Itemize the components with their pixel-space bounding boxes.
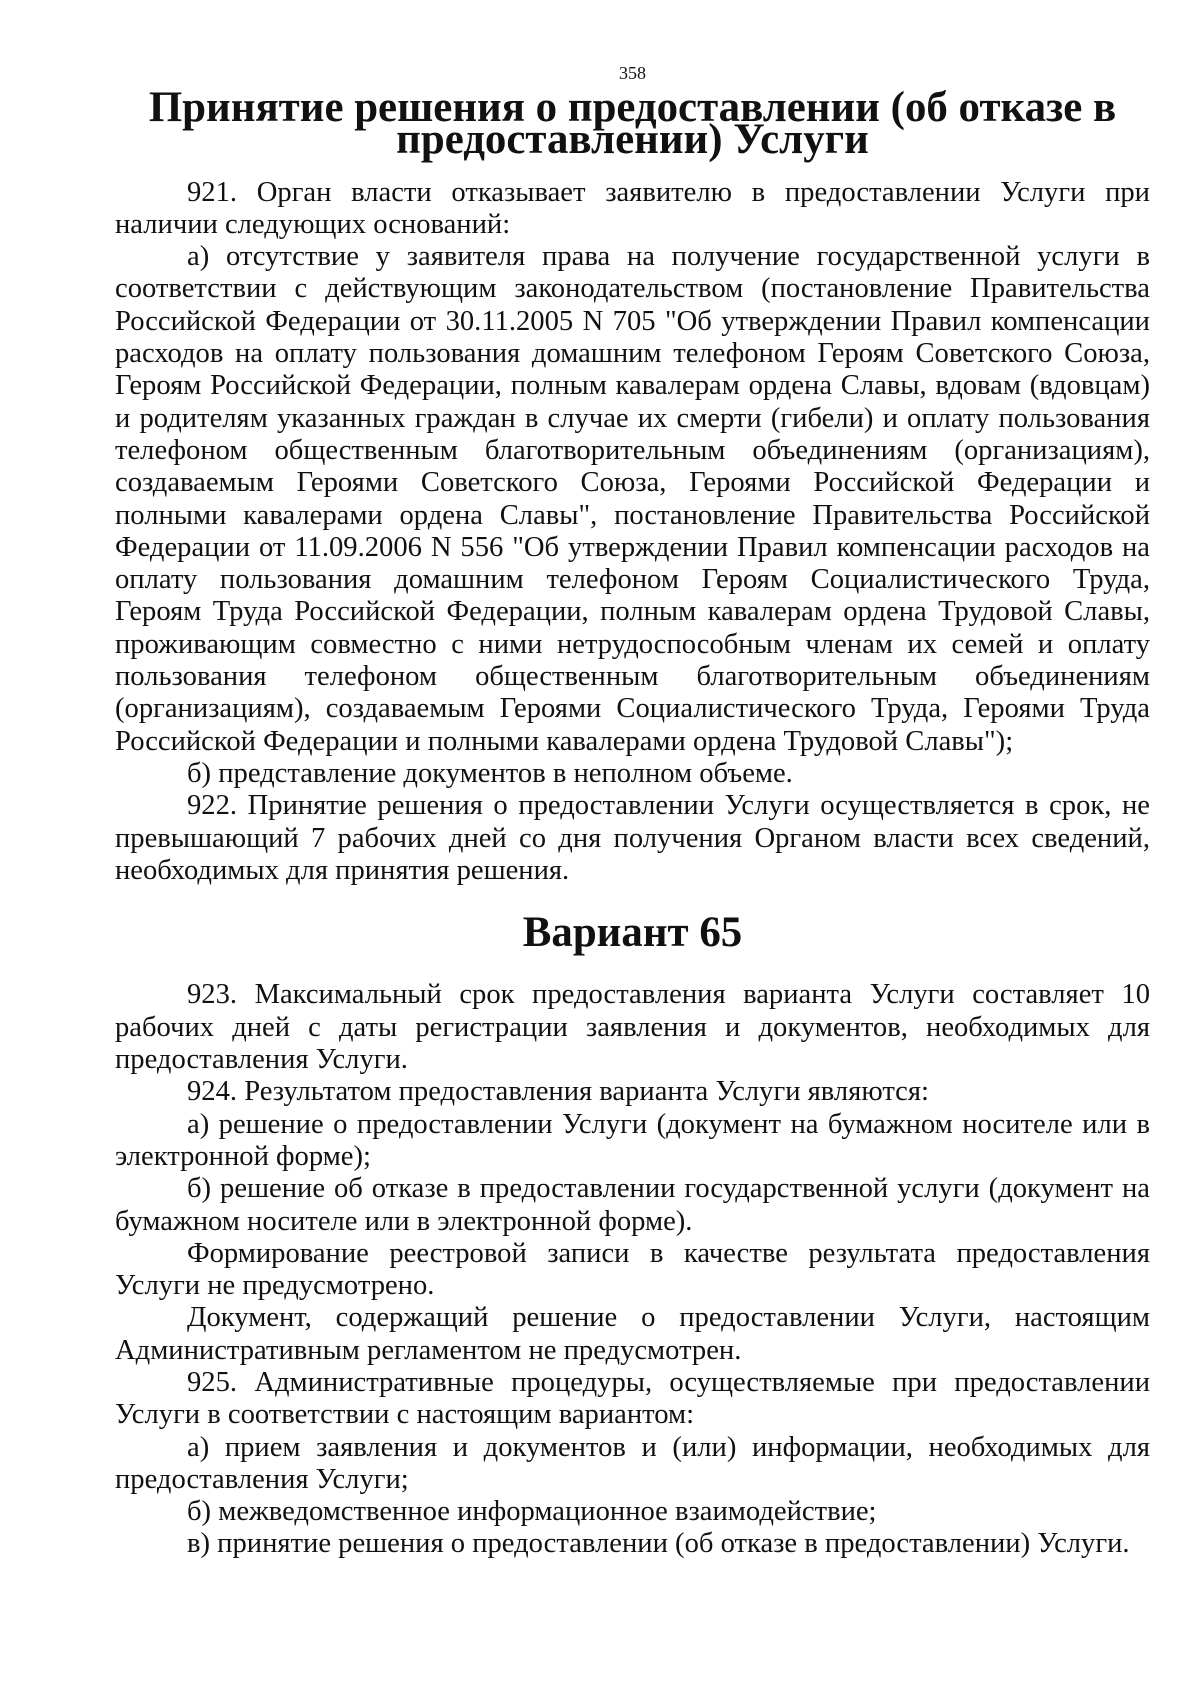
paragraph-924: 924. Результатом предоставления варианта Услуги являются: [187, 1076, 929, 1108]
paragraph-921-a: а) отсутствие у заявителя права на получение государственной услуги в соответствии с действующим законодательством (постановление Правительства Российской Федерации от 30.11.2005 N 705 "Об утверждении Правил компенсации расходов на оплату пользования домашним телефоном Героям Советского Союза, Героям Российской Федерации, полным кавалерам ордена Славы, вдовам (вдовцам) и родителям указанных граждан в случае их смерти (гибели) и оплату пользования телефоном общественным благотворительным объединениям (организациям), создаваемым Героями Советского Союза, Героями Российской Федерации и полными кавалерами ордена Славы", постановление Правительства Российской Федерации от 11.09.2006 N 556 "Об утверждении Правил компенсации расходов на оплату пользования домашним телефоном Героям Социалистического Труда, Героям Труда Российской Федерации, полным кавалерам ордена Трудовой Славы, проживающим совместно с ними нетрудоспособным членам их семей и оплату пользования телефоном общественным благотворительным объединениям (организациям), создаваемым Героями Социалистического Труда, Героями Труда Российской Федерации и полными кавалерами ордена Трудовой Славы"); [115, 241, 1150, 757]
paragraph-924-a: а) решение о предоставлении Услуги (документ на бумажном носителе или в электронной форме); [115, 1108, 1150, 1172]
paragraph-925-c: в) принятие решения о предоставлении (об отказе в предоставлении) Услуги. [187, 1528, 1130, 1560]
section-heading: Принятие решения о предоставлении (об отказе в предоставлении) Услуги [148, 84, 1117, 164]
document-page [115, 62, 1150, 1561]
paragraph-923: 923. Максимальный срок предоставления варианта Услуги составляет 10 рабочих дней с даты регистрации заявления и документов, необходимых для предоставления Услуги. [115, 979, 1150, 1076]
paragraph-924-b: б) решение об отказе в предоставлении государственной услуги (документ на бумажном носителе или в электронной форме). [115, 1173, 1150, 1237]
paragraph-925-a: а) прием заявления и документов и (или) информации, необходимых для предоставления Услуги; [115, 1431, 1150, 1495]
paragraph-document-note: Документ, содержащий решение о предоставлении Услуги, настоящим Административным регламентом не предусмотрен. [115, 1302, 1150, 1366]
paragraph-925: 925. Административные процедуры, осуществляемые при предоставлении Услуги в соответствии с настоящим вариантом: [115, 1366, 1150, 1431]
variant-heading: Вариант 65 [522, 909, 743, 957]
page-number: 358 [619, 63, 646, 83]
paragraphs-before [115, 177, 1150, 888]
paragraph-921: 921. Орган власти отказывает заявителю в предоставлении Услуги при наличии следующих оснований: [115, 176, 1150, 240]
paragraphs-after [115, 979, 1150, 1560]
paragraph-921-b: б) представление документов в неполном объеме. [187, 757, 793, 789]
paragraph-registry-note: Формирование реестровой записи в качестве результата предоставления Услуги не предусмотрено. [115, 1237, 1150, 1302]
paragraph-925-b: б) межведомственное информационное взаимодействие; [187, 1496, 877, 1528]
paragraph-922: 922. Принятие решения о предоставлении Услуги осуществляется в срок, не превышающий 7 рабочих дней со дня получения Органом власти всех сведений, необходимых для принятия решения. [115, 790, 1150, 886]
